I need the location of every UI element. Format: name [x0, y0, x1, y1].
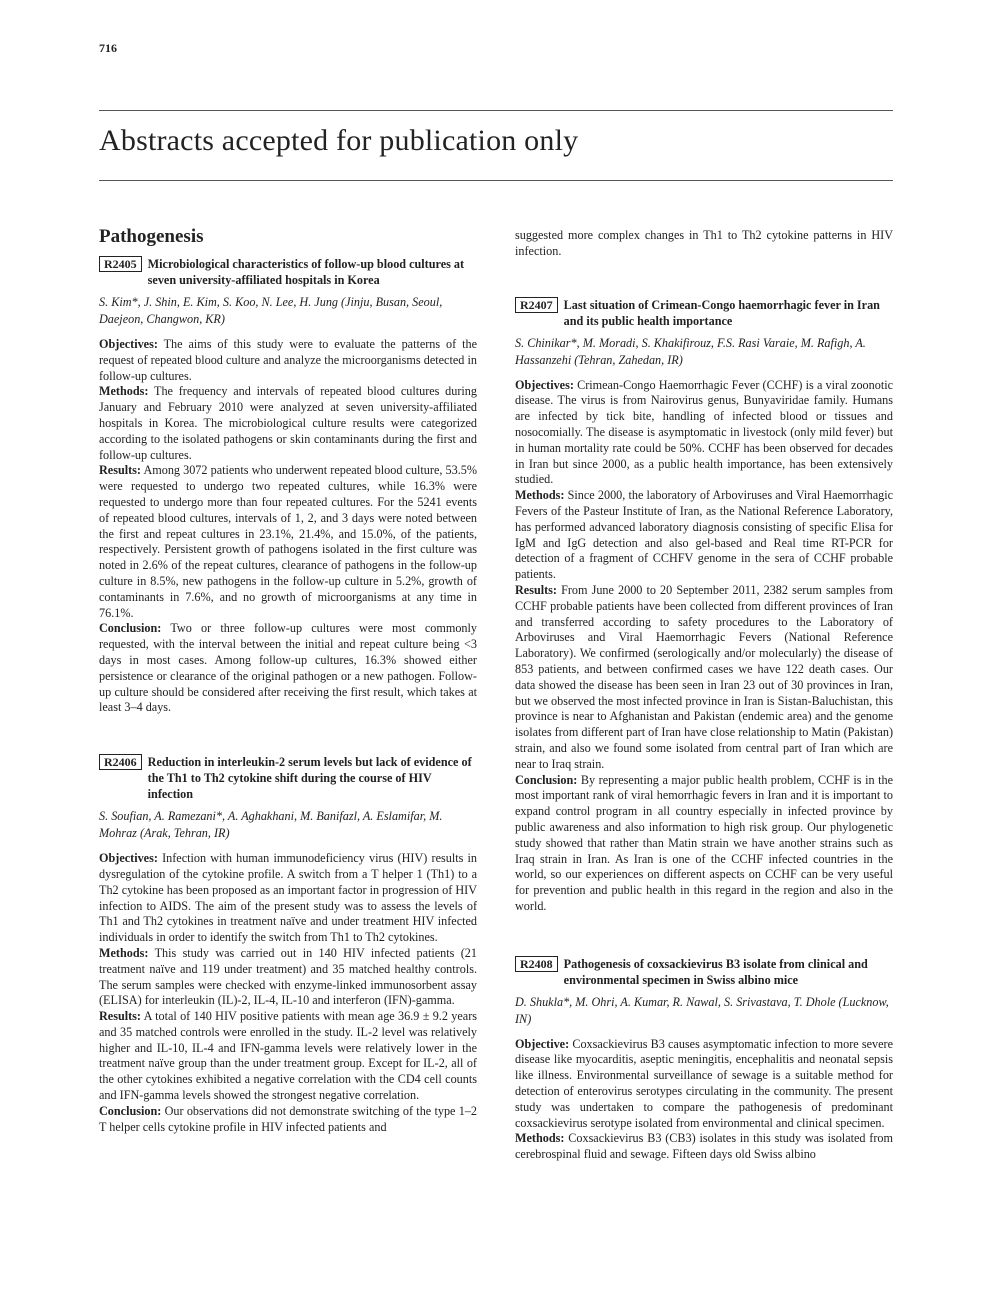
abstract-id: R2407 — [515, 297, 558, 313]
title-rule — [99, 180, 893, 181]
section-text: Our observations did not demonstrate switching of the type 1–2 T helper cells cytokine profile in HIV infected patients and — [99, 1103, 478, 1134]
abstract-title: Reduction in interleukin-2 serum levels but lack of evidence of the Th1 to Th2 cytokine shift during the course of HIV infection — [147, 755, 472, 802]
abstract-r2406 — [99, 754, 477, 1135]
section-label: Methods: — [99, 384, 149, 399]
abstract-authors: S. Kim*, J. Shin, E. Kim, S. Koo, N. Lee, H. Jung (Jinju, Busan, Seoul, Daejeon, Changwon, KR) — [99, 295, 443, 326]
abstract-header — [515, 297, 893, 329]
results-paragraph — [515, 583, 893, 773]
abstract-spacer — [515, 260, 893, 297]
section-text: This study was carried out in 140 HIV infected patients (21 treatment naïve and 119 under treatment) and 35 matched healthy controls. The serum samples were checked with enzyme-linked immunosorbent assay (ELISA) for interleukin (IL)-2, IL-4, IL-10 and interferon (IFN)-gamma. — [99, 945, 477, 1008]
page-number: 716 — [99, 41, 117, 55]
abstract-header — [99, 256, 477, 288]
conclusion-paragraph — [99, 1104, 477, 1136]
section-heading: Pathogenesis — [99, 226, 204, 247]
section-label: Objectives: — [99, 337, 158, 351]
abstract-id: R2408 — [515, 956, 558, 972]
conclusion-paragraph — [99, 621, 477, 716]
abstract-r2405 — [99, 256, 477, 716]
abstract-authors: S. Soufian, A. Ramezani*, A. Aghakhani, M. Banifazl, A. Eslamifar, M. Mohraz (Arak, Tehran, IR) — [99, 809, 443, 841]
section-text: By representing a major public health problem, CCHF is in the most important rank of viral hemorrhagic fevers in Iran and it is important to expand control program in all country especially in infected province by public awareness and also information to high risk group. Our phylogenetic study showed that rather than Matin strain we have another strains such as Iraq strain in Iran. As Iran is one of the CCHF infected countries in the world, so our experiences on different aspects on CCHF can be very useful for prevention and public health in this regard in the region and also in the world. — [515, 772, 893, 913]
section-text: The frequency and intervals of repeated blood cultures during January and February 2010 were analyzed at seven university-affiliated hospitals in Korea. The microbiological culture results were categorized according to the isolated pathogens or skin contaminants during the first and follow-up cultures. — [99, 384, 477, 462]
section-label: Results: — [515, 582, 557, 597]
section-label: Objectives: — [99, 851, 158, 866]
section-text: Two or three follow-up cultures were most commonly requested, with the interval between the initial and repeat culture being <3 days in most cases. Among follow-up cultures, 16.3% showed either persistence or clearance of the original pathogen or a new pathogen. Follow-up culture should be considered after receiving the first result, which takes at least 3–4 days. — [99, 621, 477, 715]
methods-paragraph — [99, 946, 477, 1009]
objectives-paragraph — [99, 337, 477, 384]
abstract-id: R2406 — [99, 754, 142, 770]
objectives-paragraph — [99, 851, 477, 946]
abstract-r2407 — [515, 297, 893, 915]
section-label: Results: — [99, 1009, 141, 1024]
page-title: Abstracts accepted for publication only — [99, 124, 579, 157]
abstract-header — [515, 956, 893, 988]
top-rule — [99, 110, 893, 111]
section-label: Objectives: — [515, 377, 574, 392]
abstract-title: Last situation of Crimean-Congo haemorrhagic fever in Iran and its public health importance — [563, 297, 880, 328]
abstract-r2408 — [515, 956, 893, 1163]
section-label: Conclusion: — [99, 621, 162, 636]
abstract-authors: D. Shukla*, M. Ohri, A. Kumar, R. Nawal, S. Srivastava, T. Dhole (Lucknow, IN) — [515, 994, 889, 1026]
objective-paragraph — [515, 1037, 893, 1132]
methods-paragraph — [515, 488, 893, 583]
results-paragraph — [99, 1009, 477, 1104]
section-text: The aims of this study were to evaluate the patterns of the request of repeated blood culture and analyze the microorganisms detected in follow-up cultures. — [99, 337, 478, 383]
section-label: Results: — [99, 463, 141, 478]
left-column — [99, 226, 477, 1135]
abstract-id: R2405 — [99, 256, 142, 272]
section-label: Conclusion: — [515, 772, 578, 787]
continuation-text: suggested more complex changes in Th1 to Th2 cytokine patterns in HIV infection. — [515, 228, 893, 258]
section-text: Crimean-Congo Haemorrhagic Fever (CCHF) is a viral zoonotic disease. The virus is from Nairovirus genus, Bunyaviridae family. Humans are infected by tick bite, handling of infected blood or tissues and nosocomially. The disease is asymptomatic in livestock (only mild fever) but in human mortality rate could be 50%. CCHF has been observed for decades in Iran but since 2000, as a public health importance, has been extensively studied. — [515, 377, 893, 487]
section-text: Infection with human immunodeficiency virus (HIV) results in dysregulation of the cytokine profile. A switch from a T helper 1 (Th1) to a Th2 cytokine has been proposed as an important factor in progression of HIV infection to AIDS. The aim of the present study was to assess the levels of Th1 and Th2 cytokines in treatment naïve and under treatment HIV infected individuals in order to identify the switch from Th1 to Th2 cytokines. — [99, 851, 477, 945]
methods-paragraph — [515, 1131, 893, 1163]
right-column — [515, 228, 893, 1163]
abstract-spacer — [99, 716, 477, 754]
section-label: Objective: — [515, 1036, 570, 1051]
conclusion-paragraph — [515, 773, 893, 915]
methods-paragraph — [99, 384, 477, 463]
abstract-spacer — [515, 915, 893, 956]
section-text: Coxsackievirus B3 causes asymptomatic infection to more severe disease like myocarditis, aseptic meningitis, encephalitis and neonatal sepsis like illness. Environmental surveillance of sewage is a suitable method for detection of enterovirus serotypes circulating in the community. The present study was undertaken to compare the pathogenesis of predominant coxsackievirus serotype isolated from environmental and clinical specimen. — [515, 1036, 893, 1130]
section-label: Conclusion: — [99, 1103, 162, 1118]
objectives-paragraph — [515, 378, 893, 489]
section-text: Since 2000, the laboratory of Arboviruses and Viral Haemorrhagic Fevers of the Pasteur Institute of Iran, as the National Reference Laboratory, has performed advanced laboratory diagnosis consisting of specific Elisa for IgM and IgG detection and also gel-based and Real time RT-PCR for detection of a fragment of CCHFV genome in the sera of CCHF probable patients. — [515, 488, 893, 582]
section-text: From June 2000 to 20 September 2011, 2382 serum samples from CCHF probable patients have been collected from different provinces of Iran and transferred according to safety procedures to the Laboratory of Arboviruses and Viral Haemorrhagic Fevers (National Reference Laboratory). We confirmed (serologically and/or molecularly) the disease of 853 patients, and between confirmed cases we have 122 death cases. Our data showed the disease has been seen in Iran 23 out of 30 provinces in Iran, but we observed the most infected province in Iran is Sistan-Baluchistan, this province is near to Afghanistan and Pakistan (endemic area) and the genome isolates from different part of Iran have close relationship to Matin (Pakistan) strain, and also we found some isolated from central part of Iran which are near to Iraq strain. — [515, 582, 893, 771]
abstract-authors: S. Chinikar*, M. Moradi, S. Khakifirouz, F.S. Rasi Varaie, M. Rafigh, A. Hassanzehi (Tehran, Zahedan, IR) — [515, 335, 866, 367]
section-label: Methods: — [515, 488, 565, 503]
section-text: A total of 140 HIV positive patients with mean age 36.9 ± 9.2 years and 35 matched controls were enrolled in the study. IL-2 level was relatively higher and IL-10, IL-4 and IFN-gamma levels were relatively lower in the treatment naïve group than the under treatment group. Except for IL-2, all of the other cytokines exhibited a negative correlation with the CD4 cell counts and IFN-gamma levels showed the strongest negative correlation. — [99, 1009, 477, 1103]
section-text: Coxsackievirus B3 (CB3) isolates in this study was isolated from cerebrospinal fluid and sewage. Fifteen days old Swiss albino — [515, 1131, 893, 1162]
abstract-title: Microbiological characteristics of follow-up blood cultures at seven university-affiliated hospitals in Korea — [147, 257, 465, 287]
abstract-title: Pathogenesis of coxsackievirus B3 isolate from clinical and environmental specimen in Swiss albino mice — [563, 956, 868, 987]
section-label: Methods: — [99, 945, 149, 960]
section-text: Among 3072 patients who underwent repeated blood culture, 53.5% were requested to undergo two repeated cultures, while 16.3% were requested to undergo more than four repeated cultures. For the 5241 events of repeated blood cultures, intervals of 1, 2, and 3 days were noted between the first and repeat cultures in 23.1%, 21.4%, and 15.0%, of the patients, respectively. Persistent growth of pathogens isolated in the first culture was noted in 2.6% of the repeat cultures, clearance of pathogens in the follow-up culture in 8.5%, new pathogens in the follow-up culture in 5.2%, growth of contaminants in 7.6%, and no growth of microorganisms at any time in 76.1%. — [99, 463, 478, 620]
section-label: Methods: — [515, 1131, 565, 1146]
abstract-header — [99, 754, 477, 802]
results-paragraph — [99, 463, 477, 621]
